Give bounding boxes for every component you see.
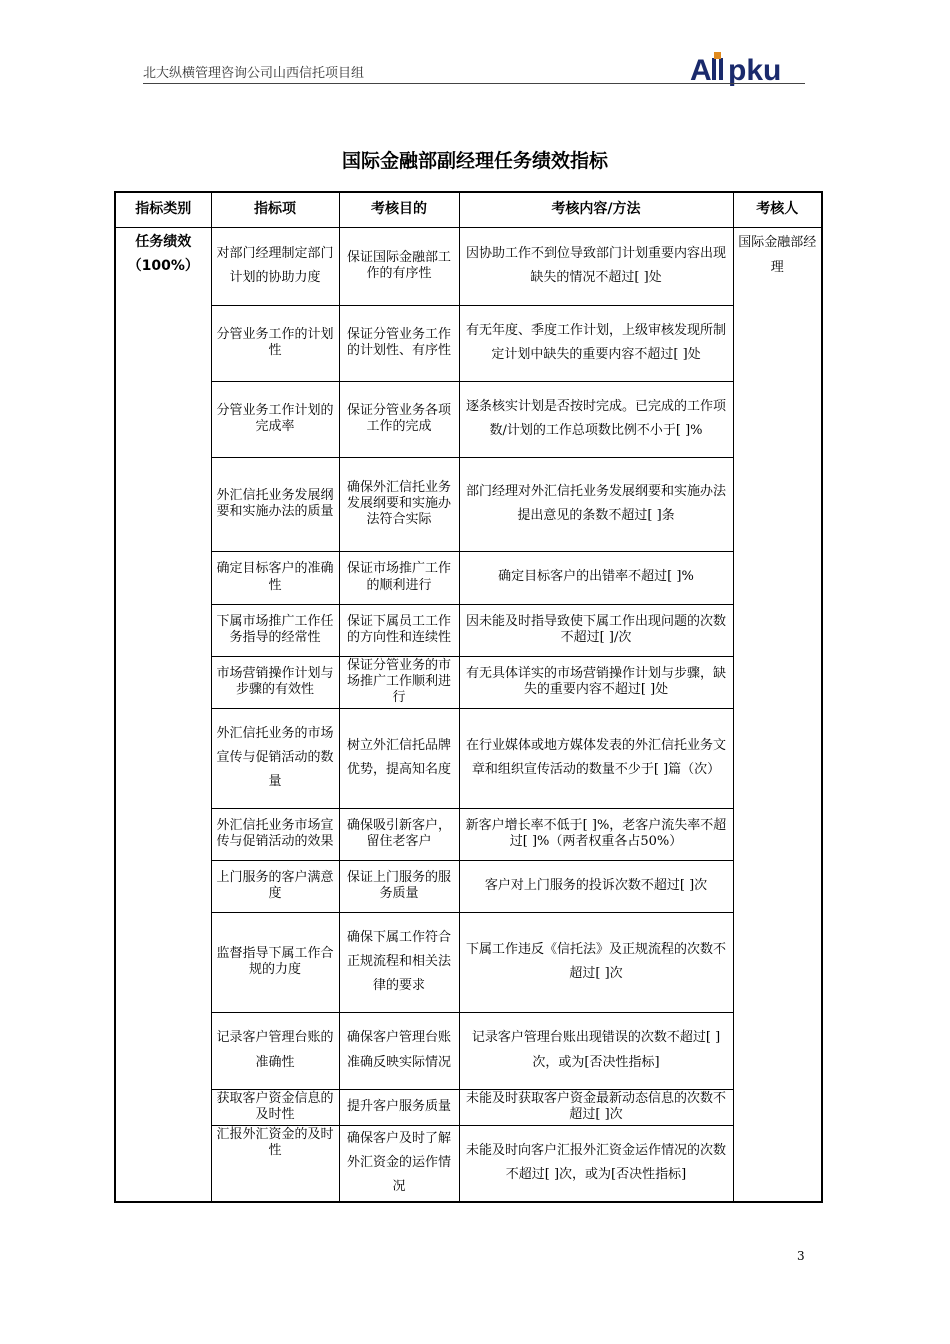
table-header-row: [115, 192, 822, 227]
item-cell: 获取客户资金信息的及时性: [211, 1089, 339, 1125]
category-label: 任务绩效: [135, 233, 192, 250]
item-cell: 外汇信托业务发展纲要和实施办法的质量: [211, 457, 339, 551]
table-row: [115, 305, 822, 381]
reviewer-cell: 国际金融部经理: [733, 227, 822, 1202]
item-cell: 市场营销操作计划与步骤的有效性: [211, 656, 339, 708]
column-header: 指标项: [211, 192, 339, 227]
table-row: [115, 860, 822, 912]
category-cell: [115, 227, 211, 1202]
table-row: [115, 808, 822, 860]
table-row: [115, 656, 822, 708]
purpose-cell: 保证分管业务工作的计划性、有序性: [339, 305, 459, 381]
header-company: 北大纵横管理咨询公司山西信托项目组: [143, 66, 365, 81]
column-header: 考核内容/方法: [459, 192, 733, 227]
table-row: [115, 912, 822, 1012]
purpose-cell: 确保客户管理台账准确反映实际情况: [339, 1012, 459, 1089]
method-cell: 确定目标客户的出错率不超过[ ]%: [459, 551, 733, 604]
item-cell: 对部门经理制定部门计划的协助力度: [211, 227, 339, 305]
item-cell: 确定目标客户的准确性: [211, 551, 339, 604]
table-row: [115, 1125, 822, 1202]
purpose-cell: 保证市场推广工作的顺利进行: [339, 551, 459, 604]
item-cell: 外汇信托业务市场宣传与促销活动的效果: [211, 808, 339, 860]
item-cell: 汇报外汇资金的及时性: [211, 1125, 339, 1202]
method-cell: 在行业媒体或地方媒体发表的外汇信托业务文章和组织宣传活动的数量不少于[ ]篇（次）: [459, 708, 733, 808]
table-row: [115, 1012, 822, 1089]
svg-text:pku: pku: [728, 54, 782, 86]
table-row: [115, 604, 822, 656]
method-cell: 客户对上门服务的投诉次数不超过[ ]次: [459, 860, 733, 912]
table-row: [115, 1089, 822, 1125]
method-cell: 未能及时向客户汇报外汇资金运作情况的次数不超过[ ]次，或为[否决性指标]: [459, 1125, 733, 1202]
item-cell: 外汇信托业务的市场宣传与促销活动的数量: [211, 708, 339, 808]
item-cell: 监督指导下属工作合规的力度: [211, 912, 339, 1012]
page-title: 国际金融部副经理任务绩效指标: [341, 150, 608, 172]
column-header: 考核人: [733, 192, 822, 227]
svg-text:A: A: [690, 54, 712, 86]
column-header: 考核目的: [339, 192, 459, 227]
item-cell: 上门服务的客户满意度: [211, 860, 339, 912]
purpose-cell: 确保吸引新客户，留住老客户: [339, 808, 459, 860]
method-cell: 部门经理对外汇信托业务发展纲要和实施办法提出意见的条数不超过[ ]条: [459, 457, 733, 551]
purpose-cell: 保证上门服务的服务质量: [339, 860, 459, 912]
method-cell: 因未能及时指导致使下属工作出现问题的次数不超过[ ]/次: [459, 604, 733, 656]
table-row: [115, 551, 822, 604]
method-cell: 记录客户管理台账出现错误的次数不超过[ ]次，或为[否决性指标]: [459, 1012, 733, 1089]
item-cell: 分管业务工作计划的完成率: [211, 381, 339, 457]
table-row: [115, 708, 822, 808]
method-cell: 下属工作违反《信托法》及正规流程的次数不超过[ ]次: [459, 912, 733, 1012]
purpose-cell: 提升客户服务质量: [339, 1089, 459, 1125]
purpose-cell: 保证国际金融部工作的有序性: [339, 227, 459, 305]
item-cell: 分管业务工作的计划性: [211, 305, 339, 381]
purpose-cell: 保证下属员工工作的方向性和连续性: [339, 604, 459, 656]
purpose-cell: 保证分管业务的市场推广工作顺利进行: [339, 656, 459, 708]
item-cell: 记录客户管理台账的准确性: [211, 1012, 339, 1089]
method-cell: 有无年度、季度工作计划，上级审核发现所制定计划中缺失的重要内容不超过[ ]处: [459, 305, 733, 381]
purpose-cell: 确保客户及时了解外汇资金的运作情况: [339, 1125, 459, 1202]
method-cell: 未能及时获取客户资金最新动态信息的次数不超过[ ]次: [459, 1089, 733, 1125]
method-cell: 逐条核实计划是否按时完成。已完成的工作项数/计划的工作总项数比例不小于[ ]%: [459, 381, 733, 457]
table-row: [115, 457, 822, 551]
allpku-logo-icon: [690, 52, 808, 86]
method-cell: 新客户增长率不低于[ ]%，老客户流失率不超过[ ]%（两者权重各占50%）: [459, 808, 733, 860]
kpi-table: [114, 191, 823, 1203]
purpose-cell: 确保外汇信托业务发展纲要和实施办法符合实际: [339, 457, 459, 551]
page-number: 3: [797, 1249, 805, 1263]
method-cell: 因协助工作不到位导致部门计划重要内容出现缺失的情况不超过[ ]处: [459, 227, 733, 305]
category-weight: （100%）: [127, 258, 199, 274]
purpose-cell: 保证分管业务各项工作的完成: [339, 381, 459, 457]
header-divider: [143, 83, 805, 84]
item-cell: 下属市场推广工作任务指导的经常性: [211, 604, 339, 656]
purpose-cell: 确保下属工作符合正规流程和相关法律的要求: [339, 912, 459, 1012]
table-row: [115, 227, 822, 305]
purpose-cell: 树立外汇信托品牌优势，提高知名度: [339, 708, 459, 808]
column-header: 指标类别: [115, 192, 211, 227]
method-cell: 有无具体详实的市场营销操作计划与步骤，缺失的重要内容不超过[ ]处: [459, 656, 733, 708]
table-row: [115, 381, 822, 457]
